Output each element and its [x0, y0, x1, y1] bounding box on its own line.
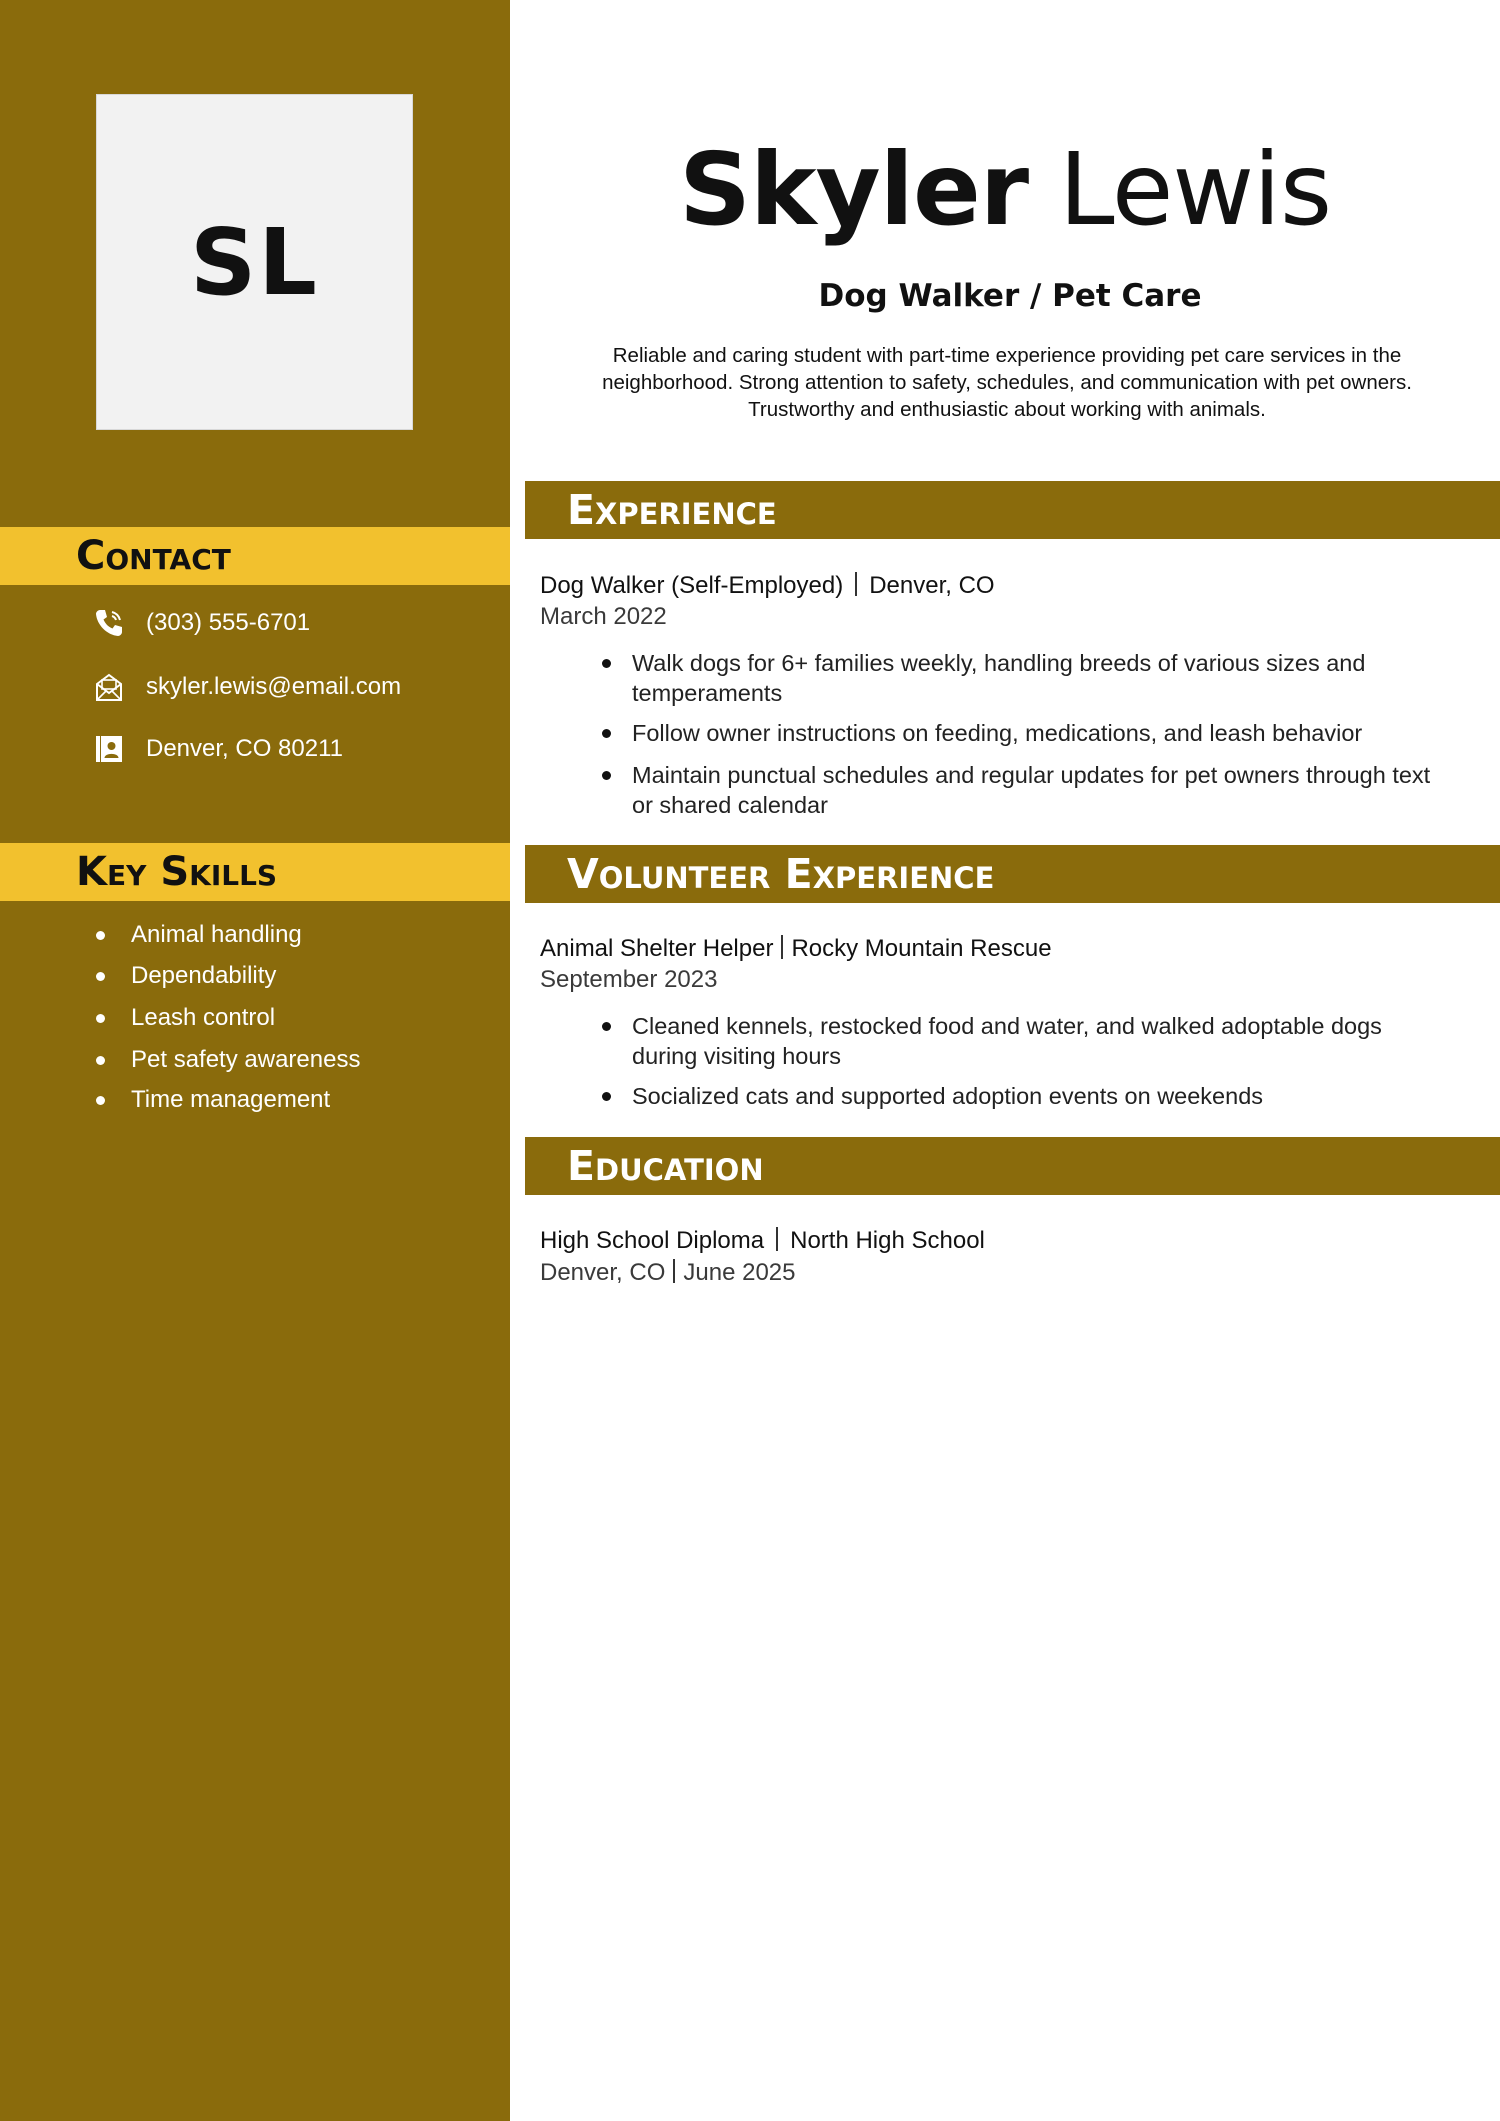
- list-item: [131, 1004, 275, 1032]
- contact-heading: Contact: [76, 533, 231, 579]
- education-date: June 2025: [683, 1259, 796, 1286]
- bullet-icon: [96, 931, 105, 940]
- volunteer-heading: Volunteer Experience: [567, 850, 995, 898]
- list-item: [632, 1081, 1452, 1111]
- contact-email[interactable]: [92, 667, 401, 707]
- experience-date: March 2022: [540, 603, 667, 630]
- full-name: [510, 131, 1500, 248]
- address-icon: [92, 732, 126, 766]
- contact-heading-band: [0, 527, 510, 585]
- bullet-text: Cleaned kennels, restocked food and water, and walked adoptable dogs during visiting hours: [632, 1013, 1382, 1069]
- volunteer-title: Animal Shelter Helper: [540, 935, 774, 962]
- education-degree: High School Diploma: [540, 1227, 765, 1254]
- email-icon: [92, 670, 126, 704]
- last-name: Lewis: [1058, 131, 1332, 248]
- experience-heading-band: [525, 481, 1500, 539]
- summary: Reliable and caring student with part-time experience providing pet care services in the neighborhood. Strong attention to safety, schedules, and communication with pet owners. Trustworthy and enthusiastic about working with animals.: [602, 344, 1412, 421]
- bullet-text: Maintain punctual schedules and regular updates for pet owners through text or shared calendar: [632, 762, 1431, 818]
- bullet-icon: [602, 1022, 611, 1031]
- list-item: [131, 1086, 330, 1114]
- experience-entry-header: [540, 572, 995, 600]
- bullet-text: Walk dogs for 6+ families weekly, handling breeds of various sizes and temperaments: [632, 650, 1366, 706]
- divider: [673, 1259, 675, 1283]
- education-location: Denver, CO: [540, 1259, 666, 1286]
- bullet-icon: [96, 972, 105, 981]
- contact-email-text: skyler.lewis@email.com: [146, 673, 402, 700]
- volunteer-entry-header: [540, 935, 1052, 963]
- list-item: [131, 1046, 360, 1074]
- contact-address-text: Denver, CO 80211: [146, 735, 344, 762]
- job-title: Dog Walker / Pet Care: [818, 278, 1202, 314]
- volunteer-organization: Rocky Mountain Rescue: [791, 935, 1052, 962]
- experience-heading: Experience: [567, 486, 777, 534]
- monogram: SL: [190, 208, 319, 316]
- experience-title: Dog Walker (Self-Employed): [540, 572, 844, 599]
- contact-phone-text: (303) 555-6701: [146, 609, 311, 636]
- list-item: [131, 921, 302, 949]
- education-details: [540, 1259, 796, 1287]
- bullet-icon: [96, 1096, 105, 1105]
- divider: [776, 1227, 778, 1251]
- skill-label: Dependability: [131, 962, 277, 989]
- bullet-icon: [602, 659, 611, 668]
- bullet-text: Socialized cats and supported adoption events on weekends: [632, 1083, 1264, 1109]
- bullet-icon: [96, 1014, 105, 1023]
- volunteer-date: September 2023: [540, 966, 718, 993]
- skill-label: Pet safety awareness: [131, 1046, 361, 1073]
- contact-address[interactable]: [92, 729, 343, 769]
- bullet-icon: [602, 1092, 611, 1101]
- education-entry-header: [540, 1227, 985, 1255]
- bullet-icon: [602, 729, 611, 738]
- education-school: North High School: [790, 1227, 985, 1254]
- skills-heading-band: [0, 843, 510, 901]
- skills-heading: Key Skills: [76, 849, 278, 895]
- list-item: [632, 1011, 1452, 1071]
- education-heading-band: [525, 1137, 1500, 1195]
- volunteer-heading-band: [525, 845, 1500, 903]
- skill-label: Time management: [131, 1086, 331, 1113]
- bullet-text: Follow owner instructions on feeding, medications, and leash behavior: [632, 720, 1363, 746]
- divider: [855, 572, 857, 596]
- skill-label: Leash control: [131, 1004, 276, 1031]
- monogram-box: [96, 94, 413, 430]
- name-block: [510, 131, 1500, 248]
- divider: [781, 935, 783, 959]
- phone-icon: [92, 606, 126, 640]
- bullet-icon: [602, 771, 611, 780]
- list-item: [632, 760, 1452, 820]
- list-item: [131, 962, 276, 990]
- first-name: Skyler: [678, 131, 1029, 248]
- experience-location: Denver, CO: [869, 572, 995, 599]
- contact-phone[interactable]: [92, 603, 310, 643]
- education-heading: Education: [567, 1142, 764, 1190]
- list-item: [632, 718, 1452, 748]
- skill-label: Animal handling: [131, 921, 302, 948]
- bullet-icon: [96, 1056, 105, 1065]
- sidebar: [0, 0, 510, 2121]
- list-item: [632, 648, 1452, 708]
